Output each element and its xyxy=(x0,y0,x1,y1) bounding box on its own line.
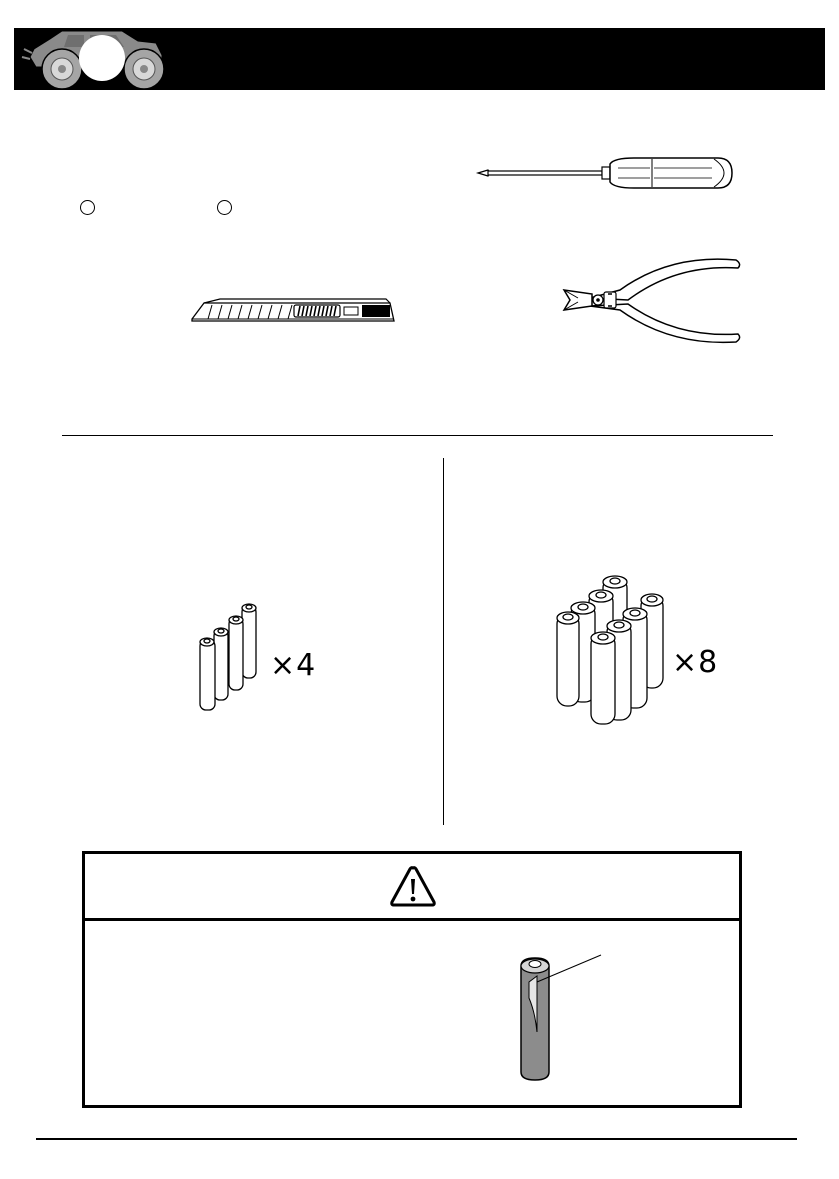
hobby-knife-icon xyxy=(190,295,396,325)
circle-marker xyxy=(217,200,232,215)
section-divider xyxy=(62,435,773,436)
quantity-label-4: ×4 xyxy=(270,648,317,683)
aa-batteries-4-icon xyxy=(196,600,260,712)
circle-marker xyxy=(80,200,95,215)
monster-truck-icon xyxy=(16,27,168,91)
quantity-label-8: ×8 xyxy=(672,645,719,680)
screwdriver-icon xyxy=(474,156,736,192)
caution-header xyxy=(85,854,739,921)
side-cutter-pliers-icon xyxy=(560,246,742,358)
caution-box xyxy=(82,851,742,1108)
footer-rule xyxy=(36,1138,797,1140)
battery-with-tear-icon xyxy=(515,952,611,1082)
warning-triangle-icon xyxy=(389,865,437,909)
aa-batteries-8-icon xyxy=(553,572,665,728)
column-separator xyxy=(443,458,444,825)
